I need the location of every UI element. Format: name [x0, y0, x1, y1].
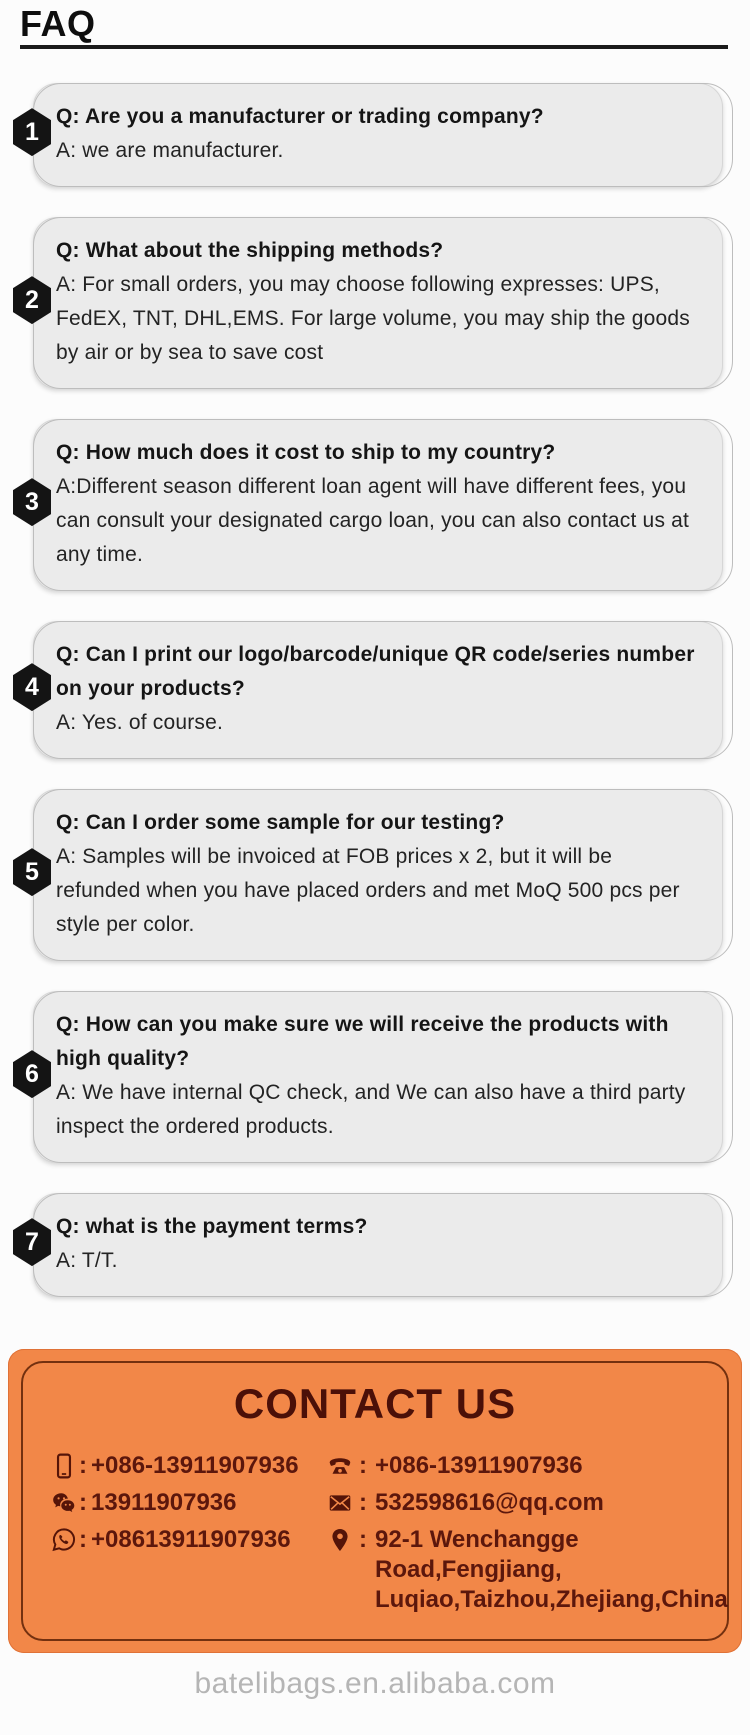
faq-number: 3: [25, 487, 39, 516]
faq-number-badge: [13, 276, 51, 324]
faq-question: Q: Can I print our logo/barcode/unique QR code/series number on your products?: [56, 643, 695, 700]
contact-value: +086-13911907936: [375, 1452, 583, 1479]
faq-number-badge: [13, 1218, 51, 1266]
faq-question: Q: What about the shipping methods?: [56, 239, 444, 262]
contact-row: [51, 1451, 321, 1481]
contact-inner-frame: [21, 1361, 729, 1641]
store-url: batelibags.en.alibaba.com: [194, 1667, 556, 1700]
faq-number-badge: [13, 1050, 51, 1098]
faq-number: 4: [25, 672, 39, 701]
contact-separator: :: [359, 1452, 367, 1479]
contact-row: [51, 1525, 321, 1555]
faq-item: [25, 1193, 733, 1297]
faq-answer: A:Different season different loan agent will have different fees, you can consult your designated cargo loan, you can also contact us at any time.: [56, 475, 690, 566]
card-body: [33, 621, 723, 759]
contact-separator: :: [79, 1526, 87, 1553]
contact-row: [327, 1451, 711, 1481]
page-header: [0, 0, 750, 49]
card-body: [33, 1193, 723, 1297]
contact-value: 532598616@qq.com: [375, 1489, 604, 1516]
wechat-icon: [51, 1490, 77, 1516]
faq-item: [25, 991, 733, 1163]
page-title: FAQ: [20, 3, 96, 44]
faq-number: 7: [25, 1227, 39, 1256]
faq-number-badge: [13, 108, 51, 156]
faq-answer: A: we are manufacturer.: [56, 139, 284, 162]
contact-value: 13911907936: [91, 1489, 237, 1516]
contact-column-left: [39, 1451, 321, 1555]
contact-row: [327, 1525, 728, 1615]
contact-value: 92-1 Wenchangge Road,Fengjiang, Luqiao,Taizhou,Zhejiang,China: [375, 1526, 728, 1613]
faq-item: [25, 621, 733, 759]
contact-separator: :: [359, 1489, 367, 1516]
contact-separator: :: [79, 1452, 87, 1479]
faq-number: 6: [25, 1059, 39, 1088]
title-underline: [20, 45, 728, 49]
contact-title: CONTACT US: [233, 1380, 517, 1427]
faq-question: Q: How can you make sure we will receive the products with high quality?: [56, 1013, 669, 1070]
whatsapp-icon: [51, 1527, 77, 1553]
footer: [0, 1667, 750, 1701]
card-body: [33, 419, 723, 591]
card-body: [33, 217, 723, 389]
location-icon: [327, 1527, 353, 1553]
faq-question: Q: Are you a manufacturer or trading company?: [56, 105, 544, 128]
faq-item: [25, 789, 733, 961]
contact-separator: :: [79, 1489, 87, 1516]
faq-number: 2: [25, 285, 39, 314]
faq-item: [25, 419, 733, 591]
contact-grid: [39, 1451, 728, 1615]
contact-value: +086-13911907936: [91, 1452, 299, 1479]
faq-answer: A: We have internal QC check, and We can also have a third party inspect the ordered products.: [56, 1081, 686, 1138]
faq-list: [25, 83, 733, 1297]
contact-column-right: [321, 1451, 728, 1615]
faq-number-badge: [13, 848, 51, 896]
contact-row: [51, 1488, 321, 1518]
faq-answer: A: Yes. of course.: [56, 711, 224, 734]
card-body: [33, 991, 723, 1163]
card-body: [33, 83, 723, 187]
faq-question: Q: Can I order some sample for our testing?: [56, 811, 505, 834]
email-icon: [327, 1490, 353, 1516]
card-body: [33, 789, 723, 961]
faq-number-badge: [13, 478, 51, 526]
faq-item: [25, 217, 733, 389]
faq-answer: A: T/T.: [56, 1249, 118, 1272]
contact-row: [327, 1488, 711, 1518]
faq-number: 1: [25, 117, 39, 146]
smartphone-icon: [51, 1453, 77, 1479]
telephone-icon: [327, 1453, 353, 1479]
faq-number: 5: [25, 857, 39, 886]
contact-value: +08613911907936: [91, 1526, 291, 1553]
contact-separator: :: [359, 1526, 367, 1553]
faq-question: Q: what is the payment terms?: [56, 1215, 368, 1238]
faq-answer: A: Samples will be invoiced at FOB prices x 2, but it will be refunded when you have placed orders and met MoQ 500 pcs per style per color.: [56, 845, 680, 936]
contact-section: [8, 1349, 742, 1653]
faq-number-badge: [13, 663, 51, 711]
faq-question: Q: How much does it cost to ship to my country?: [56, 441, 556, 464]
faq-item: [25, 83, 733, 187]
faq-answer: A: For small orders, you may choose following expresses: UPS, FedEX, TNT, DHL,EMS. For large volume, you may ship the goods by air or by sea to save cost: [56, 273, 690, 364]
